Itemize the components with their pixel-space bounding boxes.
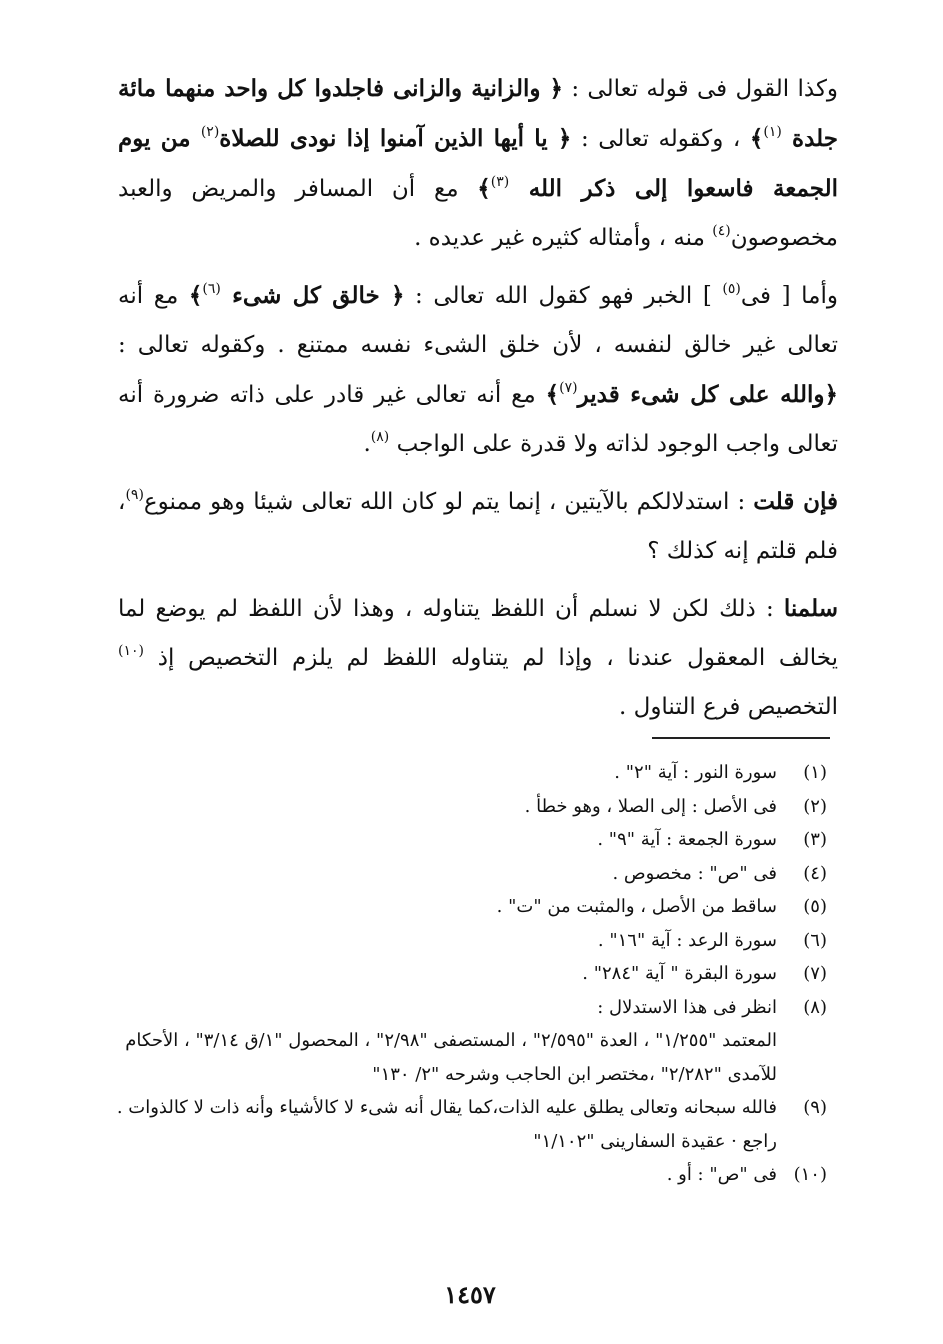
footnote bbox=[112, 756, 827, 790]
footnote-marker: (٢) bbox=[200, 124, 220, 140]
footnote-text: انظر فى هذا الاستدلال : bbox=[597, 996, 777, 1018]
footnote-marker: (٣) bbox=[490, 174, 510, 190]
footnote bbox=[112, 790, 827, 824]
text-run: التخصيص فرع التناول . bbox=[618, 694, 838, 720]
emphasized-text: ﴾ bbox=[477, 175, 491, 202]
emphasized-text: ﴿ والزانية والزانى فاجلدوا كل واحد منهما مائة جلدة bbox=[118, 75, 838, 152]
footnote bbox=[112, 857, 827, 891]
emphasized-text: ﴿ خالق كل شىء bbox=[220, 282, 405, 309]
footnote-text: فى "ص" : مخصوص . bbox=[612, 862, 777, 884]
footnote-number: (٣) bbox=[803, 829, 827, 850]
footnote-divider bbox=[652, 737, 830, 739]
footnote-marker: (١٠) bbox=[118, 643, 144, 659]
footnote-continuation: راجع · عقيدة السفارينى "١/١٠٢" bbox=[533, 1130, 777, 1152]
footnote bbox=[112, 890, 827, 924]
emphasized-text: ﴿ يا أيها الذين آمنوا إذا نودى للصلاة bbox=[219, 125, 572, 152]
emphasized-text: ﴾ bbox=[749, 125, 764, 152]
footnote-number: (٩) bbox=[803, 1097, 827, 1118]
footnote-marker: (٨) bbox=[370, 429, 390, 445]
paragraph bbox=[118, 584, 838, 732]
footnote-text: سورة النور : آية "٢" . bbox=[614, 762, 777, 783]
text-run: : ذلك لكن لا نسلم أن اللفظ يتناوله ، وهذا لأن اللفظ لم يوضع لما يخالف المعقول عندنا ، وإذا لم يتناوله اللفظ لم يلزم التخصيص إذ bbox=[118, 596, 838, 671]
text-run: وكذا القول فى قوله تعالى : bbox=[562, 76, 838, 102]
footnote-text: فى "ص" : أو . bbox=[666, 1164, 777, 1185]
footnote-number: (٦) bbox=[803, 929, 827, 951]
footnote-marker: (٥) bbox=[722, 281, 741, 297]
text-run: مع أن المسافر والمريض والعبد مخصوصون bbox=[118, 176, 838, 251]
main-text bbox=[118, 64, 838, 740]
footnote-number: (١٠) bbox=[793, 1164, 827, 1185]
footnote-number: (٥) bbox=[803, 896, 827, 917]
footnote-text: سورة البقرة " آية "٢٨٤" . bbox=[582, 963, 777, 984]
paragraph bbox=[118, 477, 838, 576]
footnote-marker: (٩) bbox=[125, 487, 144, 503]
footnote bbox=[112, 957, 827, 991]
text-run: منه ، وأمثاله كثيره غير عديده . bbox=[414, 225, 713, 251]
text-run: . bbox=[363, 431, 371, 457]
text-run: مع أنه تعالى غير خالق لنفسه ، لأن خلق الشىء نفسه ممتنع . وكقوله تعالى : bbox=[118, 283, 838, 358]
footnote-marker: (٦) bbox=[202, 281, 221, 297]
footnote-text: فالله سبحانه وتعالى يطلق عليه الذات،كما يقال أنه شىء لا كالأشياء وأنه ذات لا كالذوات . bbox=[116, 1097, 777, 1118]
emphasized-text: ﴾ bbox=[188, 282, 203, 309]
paragraph bbox=[118, 64, 838, 263]
emphasized-text: فإن قلت bbox=[753, 488, 839, 515]
footnote-text: فى الأصل : إلى الصلا ، وهو خطأ . bbox=[524, 795, 777, 817]
footnote-marker: (٧) bbox=[559, 380, 578, 396]
emphasized-text: ﴿والله على كل شىء قدير bbox=[577, 381, 839, 408]
footnote bbox=[112, 1158, 827, 1192]
text-run: ، وكقوله تعالى : bbox=[571, 126, 750, 152]
footnote-number: (٤) bbox=[803, 862, 827, 884]
footnote bbox=[112, 924, 827, 958]
footnote-number: (٧) bbox=[803, 963, 827, 984]
text-run: مع أنه تعالى غير قادر على ذاته ضرورة أنه تعالى واجب الوجود لذاته ولا قدرة على الواجب bbox=[118, 382, 838, 457]
footnote-text: ساقط من الأصل ، والمثبت من "ت" . bbox=[496, 896, 777, 917]
footnote bbox=[112, 823, 827, 857]
emphasized-text: سلمنا bbox=[783, 595, 838, 622]
footnote-text: سورة الجمعة : آية "٩" . bbox=[597, 829, 777, 850]
text-run: ] الخبر فهو كقول الله تعالى : bbox=[404, 283, 723, 309]
footnote bbox=[112, 1091, 827, 1125]
footnotes bbox=[112, 756, 827, 1192]
text-run: ، فلم قلتم إنه كذلك ؟ bbox=[118, 489, 838, 564]
text-run: وأما [ فى bbox=[740, 283, 839, 309]
footnote-number: (٨) bbox=[803, 996, 827, 1018]
footnote-continuation: المعتمد "١/٢٥٥" ، العدة "٢/٥٩٥" ، المستصفى "٢/٩٨" ، المحصول "١/ق ٣/١٤" ، الأحكام للآمدى "٢/٢٨٢" ،مختصر ابن الحاجب وشرحه "٢/ ١٣٠" bbox=[125, 1030, 777, 1085]
text-run: : استدلالكم بالآيتين ، إنما يتم لو كان الله تعالى شيئا وهو ممنوع bbox=[143, 489, 754, 515]
footnote-text: سورة الرعد : آية "١٦" . bbox=[597, 929, 777, 951]
emphasized-text: من يوم الجمعة فاسعوا إلى ذكر الله bbox=[118, 125, 838, 202]
paragraph bbox=[118, 271, 838, 469]
footnote bbox=[112, 991, 827, 1025]
footnote-number: (٢) bbox=[803, 795, 827, 817]
footnote-marker: (٤) bbox=[712, 223, 731, 239]
page-number: ١٤٥٧ bbox=[444, 1280, 496, 1309]
footnote-marker: (١) bbox=[763, 124, 782, 140]
emphasized-text: ﴾ bbox=[545, 381, 560, 408]
footnote-number: (١) bbox=[803, 762, 827, 783]
